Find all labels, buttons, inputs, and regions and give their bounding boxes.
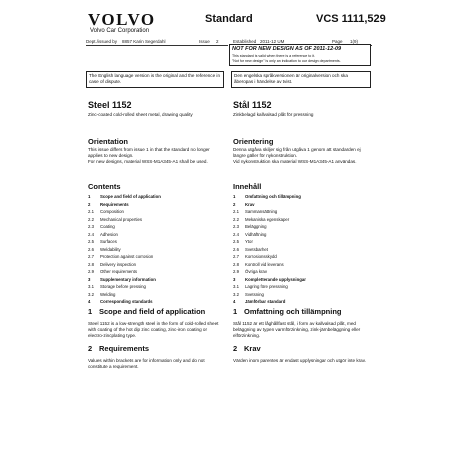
company-name: Volvo Car Corporation [90, 28, 150, 34]
toc-item-number: 2.7 [88, 254, 94, 259]
toc-item-title: Adhesion [100, 231, 118, 237]
toc-item [88, 268, 223, 276]
toc-item-title: Composition [100, 209, 124, 214]
toc-item-title: Jämförbar standard [245, 299, 286, 304]
toc-item-title: Welding [100, 291, 116, 297]
left-section-2-heading [88, 344, 149, 353]
warning-line-1: This standard is valid when there is a reference to it. [232, 54, 316, 58]
doc-type: Standard [205, 13, 253, 25]
toc-item-number: 3 [233, 276, 236, 282]
toc-item [88, 253, 223, 261]
page-label: Page [332, 39, 343, 44]
left-orientation-text [88, 147, 223, 166]
toc-item-number: 2.1 [233, 209, 239, 214]
toc-item-title: Scope and field of application [100, 194, 161, 199]
toc-item [233, 246, 371, 254]
toc-item-number: 2.2 [233, 216, 239, 222]
standard-number: VCS 1111,529 [316, 13, 386, 25]
toc-item-number: 2.1 [88, 209, 94, 214]
toc-item [233, 283, 371, 291]
toc-item-title: Supplementary information [100, 276, 156, 282]
not-for-new-design-box [229, 44, 371, 66]
toc-item-number: 4 [88, 299, 91, 304]
toc-item-title: Other requirements [100, 269, 138, 274]
toc-item [233, 298, 371, 306]
toc-item [233, 223, 371, 231]
right-section-2-heading [233, 344, 261, 353]
toc-item [88, 208, 223, 216]
toc-item-number: 2 [233, 201, 236, 207]
toc-item-number: 2.9 [88, 269, 94, 274]
volvo-logo: VOLVO [88, 10, 156, 29]
toc-item [233, 291, 371, 299]
left-section-1-text: Steel 1152 is a low-strength steel in the form of cold-rolled sheet with coating of the hot dip zinc coating, zinc-iron coating or electro-zincplating type. [88, 321, 219, 339]
toc-item [233, 208, 371, 216]
toc-item-number: 2.6 [233, 246, 239, 252]
toc-item [88, 193, 223, 201]
right-s2-number: 2 [233, 344, 238, 353]
right-section-2-text: Värden inom parentes är endast upplysningar och utgör inte krav. [233, 358, 366, 363]
toc-item-title: Mekaniska egenskaper [245, 216, 290, 222]
toc-item-title: Kontroll vid leverans [245, 261, 284, 267]
toc-item-number: 3.2 [233, 291, 239, 297]
toc-item [88, 283, 223, 291]
left-s1-title: Scope and field of application [99, 307, 206, 316]
toc-item-number: 2.2 [88, 216, 94, 222]
left-orientation-p2: For new designs, material WSS-M1A345-A1 shall be used. [88, 159, 208, 165]
right-title: Stål 1152 [233, 100, 272, 110]
right-orientation-text [233, 147, 371, 166]
toc-item [233, 201, 371, 209]
toc-item-number: 2.8 [88, 261, 94, 267]
left-title: Steel 1152 [88, 100, 132, 110]
toc-item [88, 246, 223, 254]
toc-item-number: 2.5 [88, 239, 94, 244]
toc-item-title: Protection against corrosion [100, 254, 154, 259]
toc-item-number: 4 [233, 299, 236, 304]
toc-item [233, 193, 371, 201]
warning-title: NOT FOR NEW DESIGN AS OF 2011-12-09 [232, 46, 342, 52]
right-s1-number: 1 [233, 307, 238, 316]
right-contents-heading: Innehåll [233, 182, 262, 191]
toc-item-number: 2.7 [233, 254, 239, 259]
toc-item-title: Ytor [245, 239, 253, 244]
right-s1-title: Omfattning och tillämpning [244, 307, 342, 316]
left-subtitle: Zinc-coated cold-rolled sheet metal, drawing quality [88, 112, 193, 117]
established-label: Established [233, 39, 257, 44]
toc-item-number: 2.9 [233, 269, 239, 274]
toc-item-title: Lagring före pressning [245, 284, 288, 289]
toc-item-title: Svetsbarhet [245, 246, 268, 252]
toc-item [88, 223, 223, 231]
right-section-1-text: Stål 1152 är ett låghållfast stål, i form av kallvalsad plåt, med beläggning av typen varmförzinkning, zink-järnbeläggning eller elförzinkning. [233, 321, 361, 339]
toc-item-title: Krav [245, 201, 255, 207]
toc-item-title: Corresponding standards [100, 299, 153, 304]
toc-item-title: Weldability [100, 246, 121, 252]
toc-item-title: Beläggning [245, 224, 267, 229]
toc-item [233, 268, 371, 276]
toc-item-number: 2.6 [88, 246, 94, 252]
header-rule [86, 45, 228, 46]
toc-item-number: 1 [233, 194, 236, 199]
toc-item-title: Requirements [100, 201, 129, 207]
toc-item-number: 2.5 [233, 239, 239, 244]
toc-item-title: Kompletterande upplysningar [245, 276, 306, 282]
left-section-2-text: Values within brackets are for information only and do not constitute a requirement. [88, 358, 205, 370]
toc-item-title: Övriga krav [245, 269, 267, 274]
left-section-1-heading [88, 307, 205, 316]
toc-item-title: Surfaces [100, 239, 117, 244]
toc-item [233, 276, 371, 284]
toc-item [88, 276, 223, 284]
right-toc [233, 193, 371, 306]
toc-item [88, 291, 223, 299]
left-toc [88, 193, 223, 306]
left-contents-heading: Contents [88, 182, 121, 191]
toc-item-title: Korrosionsskydd [245, 254, 277, 259]
toc-item-number: 3.1 [88, 284, 94, 289]
toc-item-number: 2.4 [233, 231, 239, 237]
right-orientation-heading: Orientering [233, 137, 274, 146]
left-orientation-p1: This issue differs from issue 1 in that the standard no longer applies to new design. [88, 147, 210, 159]
toc-item [233, 231, 371, 239]
left-s1-number: 1 [88, 307, 93, 316]
left-s2-number: 2 [88, 344, 93, 353]
toc-item [233, 261, 371, 269]
toc-item-number: 2.3 [88, 224, 94, 229]
toc-item-number: 3 [88, 276, 91, 282]
toc-item-title: Storage before pressing [100, 284, 146, 289]
right-orientation-p1: Denna utgåva skiljer sig från utgåva 1 genom att standarden ej längre gäller för nykonstruktion. [233, 147, 361, 159]
toc-item [88, 261, 223, 269]
page-value: 1(9) [350, 39, 359, 44]
toc-item-number: 2.3 [233, 224, 239, 229]
issued-by-label: Dept./issued by [86, 39, 118, 44]
language-note-en: The English language version is the original and the reference in case of dispute. [86, 71, 224, 88]
right-subtitle: Zinkbelagd kallvalsad plåt för pressning [233, 112, 314, 117]
toc-item-number: 3.2 [88, 291, 94, 297]
language-note-sv: Den engelska språkversionen är originalversion och ska åberopas i händelse av tvist. [231, 71, 371, 88]
issue-value: 2 [216, 39, 219, 44]
toc-item-title: Coating [100, 224, 115, 229]
toc-item-number: 2.8 [233, 261, 239, 267]
right-orientation-p2: Vid nykonstruktion ska material WSS-M1A345-A1 användas. [233, 159, 357, 165]
toc-item-title: Sammansättning [245, 209, 278, 214]
toc-item-title: Svetsning [245, 291, 264, 297]
toc-item [88, 238, 223, 246]
right-section-1-heading [233, 307, 342, 316]
toc-item-title: Mechanical properties [100, 216, 143, 222]
toc-item [88, 216, 223, 224]
established-value: 2011-12 UM [260, 39, 285, 44]
toc-item [233, 216, 371, 224]
issue-label: Issue [199, 39, 210, 44]
right-s2-title: Krav [244, 344, 261, 353]
toc-item-number: 1 [88, 194, 91, 199]
toc-item [233, 253, 371, 261]
toc-item-title: Omfattning och tillämpning [245, 194, 301, 199]
toc-item [88, 201, 223, 209]
toc-item-title: Delivery inspection [100, 261, 137, 267]
warning-line-2: "Not for new design" is only an indication to our design departments. [232, 59, 341, 63]
left-s2-title: Requirements [99, 344, 150, 353]
toc-item-number: 2 [88, 201, 91, 207]
toc-item [88, 298, 223, 306]
toc-item-number: 3.1 [233, 284, 239, 289]
issued-by-value: 8857 Karin Segerdahl [122, 39, 166, 44]
left-orientation-heading: Orientation [88, 137, 129, 146]
toc-item-title: Vidhäftning [245, 231, 267, 237]
toc-item [88, 231, 223, 239]
toc-item [233, 238, 371, 246]
toc-item-number: 2.4 [88, 231, 94, 237]
